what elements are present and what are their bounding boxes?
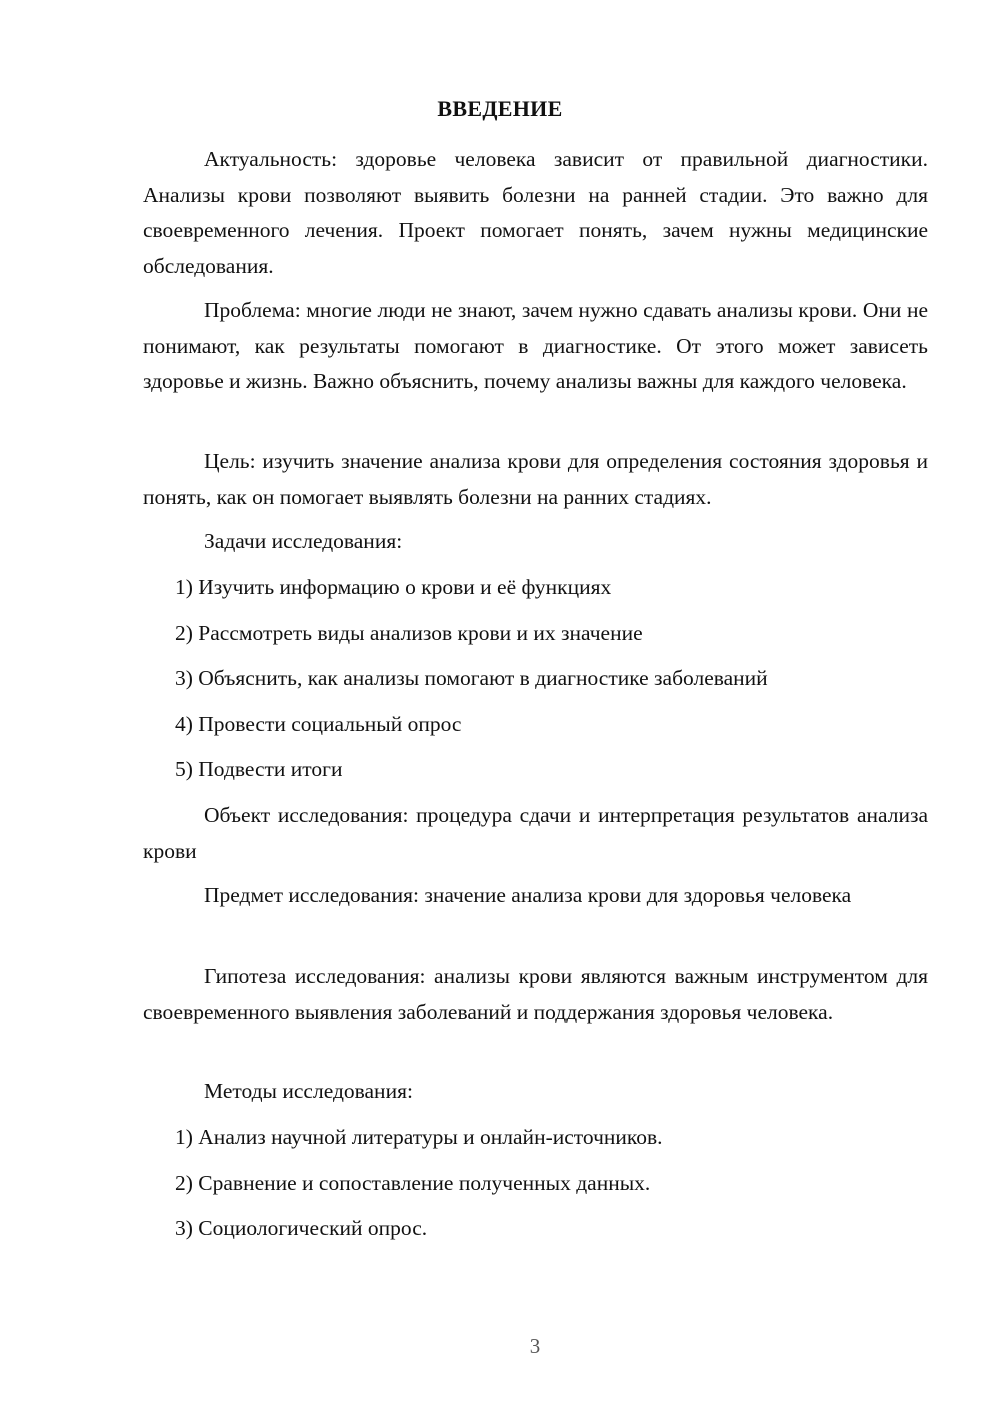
list-item: 3) Социологический опрос. [175,1216,428,1240]
methods-list [175,1120,663,1257]
list-item: 4) Провести социальный опрос [175,711,462,736]
list-item: 2) Рассмотреть виды анализов крови и их значение [175,620,643,645]
list-item: 2) Сравнение и сопоставление полученных данных. [175,1170,651,1195]
relevance-paragraph: Актуальность: здоровье человека зависит от правильной диагностики. Анализы крови позволяют выявить болезни на ранней стадии. Это важно для своевременного лечения. Проект помогает понять, зачем нужны медицинские обследования. [143,147,928,278]
subject-paragraph: Предмет исследования: значение анализа крови для здоровья человека [204,883,852,907]
list-item: 1) Анализ научной литературы и онлайн-источников. [175,1125,663,1149]
problem-paragraph: Проблема: многие люди не знают, зачем нужно сдавать анализы крови. Они не понимают, как результаты помогают в диагностике. От этого может зависеть здоровье и жизнь. Важно объяснить, почему анализы важны для каждого человека. [143,298,928,393]
methods-heading: Методы исследования: [204,1079,413,1103]
list-item: 5) Подвести итоги [175,757,343,781]
hypothesis-paragraph: Гипотеза исследования: анализы крови являются важным инструментом для своевременного выявления заболеваний и поддержания здоровья человека. [143,964,928,1024]
list-item: 3) Объяснить, как анализы помогают в диагностике заболеваний [175,666,768,690]
object-paragraph: Объект исследования: процедура сдачи и интерпретация результатов анализа крови [143,803,928,863]
page-number: 3 [529,1334,541,1358]
tasks-list [175,570,768,798]
goal-paragraph: Цель: изучить значение анализа крови для определения состояния здоровья и понять, как он помогает выявлять болезни на ранних стадиях. [143,449,928,509]
page-title: ВВЕДЕНИЕ [437,96,563,121]
list-item: 1) Изучить информацию о крови и её функциях [175,575,612,599]
tasks-heading: Задачи исследования: [204,529,403,553]
